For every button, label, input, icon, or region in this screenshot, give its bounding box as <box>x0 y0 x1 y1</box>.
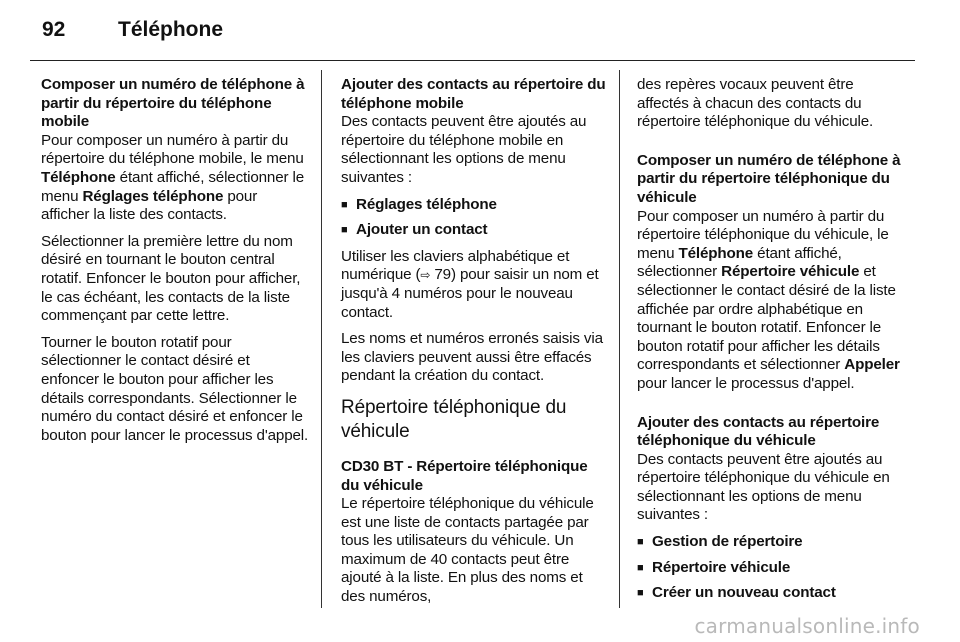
paragraph: Tourner le bouton rotatif pour sélectionner le contact désiré et enfoncer le bouton pour afficher les détails correspondants. Sélectionner le numéro du contact désiré et enfoncer le bouton pour lancer le processus d'appel. <box>41 333 309 444</box>
paragraph: Le répertoire téléphonique du véhicule est une liste de contacts partagée par tous les utilisateurs du véhicule. Un maximum de 40 contacts peut être ajouté à la liste. En plus des noms et des numéros, <box>341 495 594 606</box>
column-1 <box>41 76 309 453</box>
header-divider <box>30 60 915 61</box>
page-number: 92 <box>42 18 66 41</box>
paragraph: Pour composer un numéro à partir du répertoire du téléphone mobile, le menu Téléphone étant affiché, sélectionner le menu Réglages téléphone pour afficher la liste des contacts. <box>41 131 305 224</box>
menu-option-list <box>341 196 609 240</box>
menu-term: Réglages téléphone <box>82 187 224 205</box>
page-title: Téléphone <box>118 18 224 41</box>
column-divider-2 <box>619 70 620 608</box>
paragraph: Sélectionner la première lettre du nom désiré en tournant le bouton central rotatif. Enfoncer le bouton pour afficher, le cas échéant, les contacts de la liste commençant par cette lettre. <box>41 232 301 325</box>
section-heading-dial-vehicle: Composer un numéro de téléphone à partir du répertoire téléphonique du véhicule <box>637 151 901 206</box>
square-bullet-icon: ■ <box>341 198 348 211</box>
list-item: ■ Gestion de répertoire <box>637 533 803 551</box>
watermark-link[interactable]: carmanualsonline.info <box>694 614 920 638</box>
menu-term: Appeler <box>844 356 900 374</box>
paragraph: Les noms et numéros erronés saisis via les claviers peuvent aussi être effacés pendant la création du contact. <box>341 330 603 385</box>
paragraph: Utiliser les claviers alphabétique et numérique (⇨ 79) pour saisir un nom et jusqu'à 4 numéros pour le nouveau contact. <box>341 247 599 321</box>
section-title-vehicle-phonebook: Répertoire téléphonique du véhicule <box>341 396 567 442</box>
list-item: ■ Réglages téléphone <box>341 195 497 213</box>
menu-term: Téléphone <box>41 168 116 186</box>
paragraph: des repères vocaux peuvent être affectés à chacun des contacts du répertoire téléphonique du véhicule. <box>637 76 874 131</box>
square-bullet-icon: ■ <box>637 536 644 549</box>
menu-term: Répertoire véhicule <box>721 263 860 281</box>
menu-term: Téléphone <box>678 244 754 262</box>
square-bullet-icon: ■ <box>637 587 644 600</box>
paragraph: Des contacts peuvent être ajoutés au répertoire du téléphone mobile en sélectionnant les options de menu suivantes : <box>341 113 587 186</box>
paragraph: Des contacts peuvent être ajoutés au répertoire téléphonique du véhicule en sélectionnant les options de menu suivantes : <box>637 450 890 524</box>
column-2 <box>341 76 609 615</box>
menu-option-list <box>637 533 905 603</box>
subsection-heading-cd30: CD30 BT - Répertoire téléphonique du véhicule <box>341 457 588 494</box>
section-heading-add-mobile: Ajouter des contacts au répertoire du téléphone mobile <box>341 76 606 112</box>
list-item: ■ Répertoire véhicule <box>637 558 791 576</box>
section-heading-add-vehicle: Ajouter des contacts au répertoire téléphonique du véhicule <box>637 413 880 450</box>
square-bullet-icon: ■ <box>341 224 348 237</box>
column-3 <box>637 76 905 611</box>
page-reference: 79 <box>434 266 451 284</box>
section-heading-dial-mobile: Composer un numéro de téléphone à partir du répertoire du téléphone mobile <box>41 76 305 131</box>
paragraph: Pour composer un numéro à partir du répertoire téléphonique du véhicule, le menu Téléphone étant affiché, sélectionner Répertoire véhicule et sélectionner le contact désiré de la liste affichée par ordre alphabétique en tournant le bouton rotatif. Enfoncer le bouton rotatif pour afficher les détails correspondants et sélectionner Appeler pour lancer le processus d'appel. <box>637 207 900 392</box>
list-item: ■ Créer un nouveau contact <box>637 584 836 602</box>
square-bullet-icon: ■ <box>637 561 644 574</box>
page-header <box>42 18 223 46</box>
page-reference-icon: ⇨ <box>420 268 431 283</box>
list-item: ■ Ajouter un contact <box>341 221 488 239</box>
column-divider-1 <box>321 70 322 608</box>
